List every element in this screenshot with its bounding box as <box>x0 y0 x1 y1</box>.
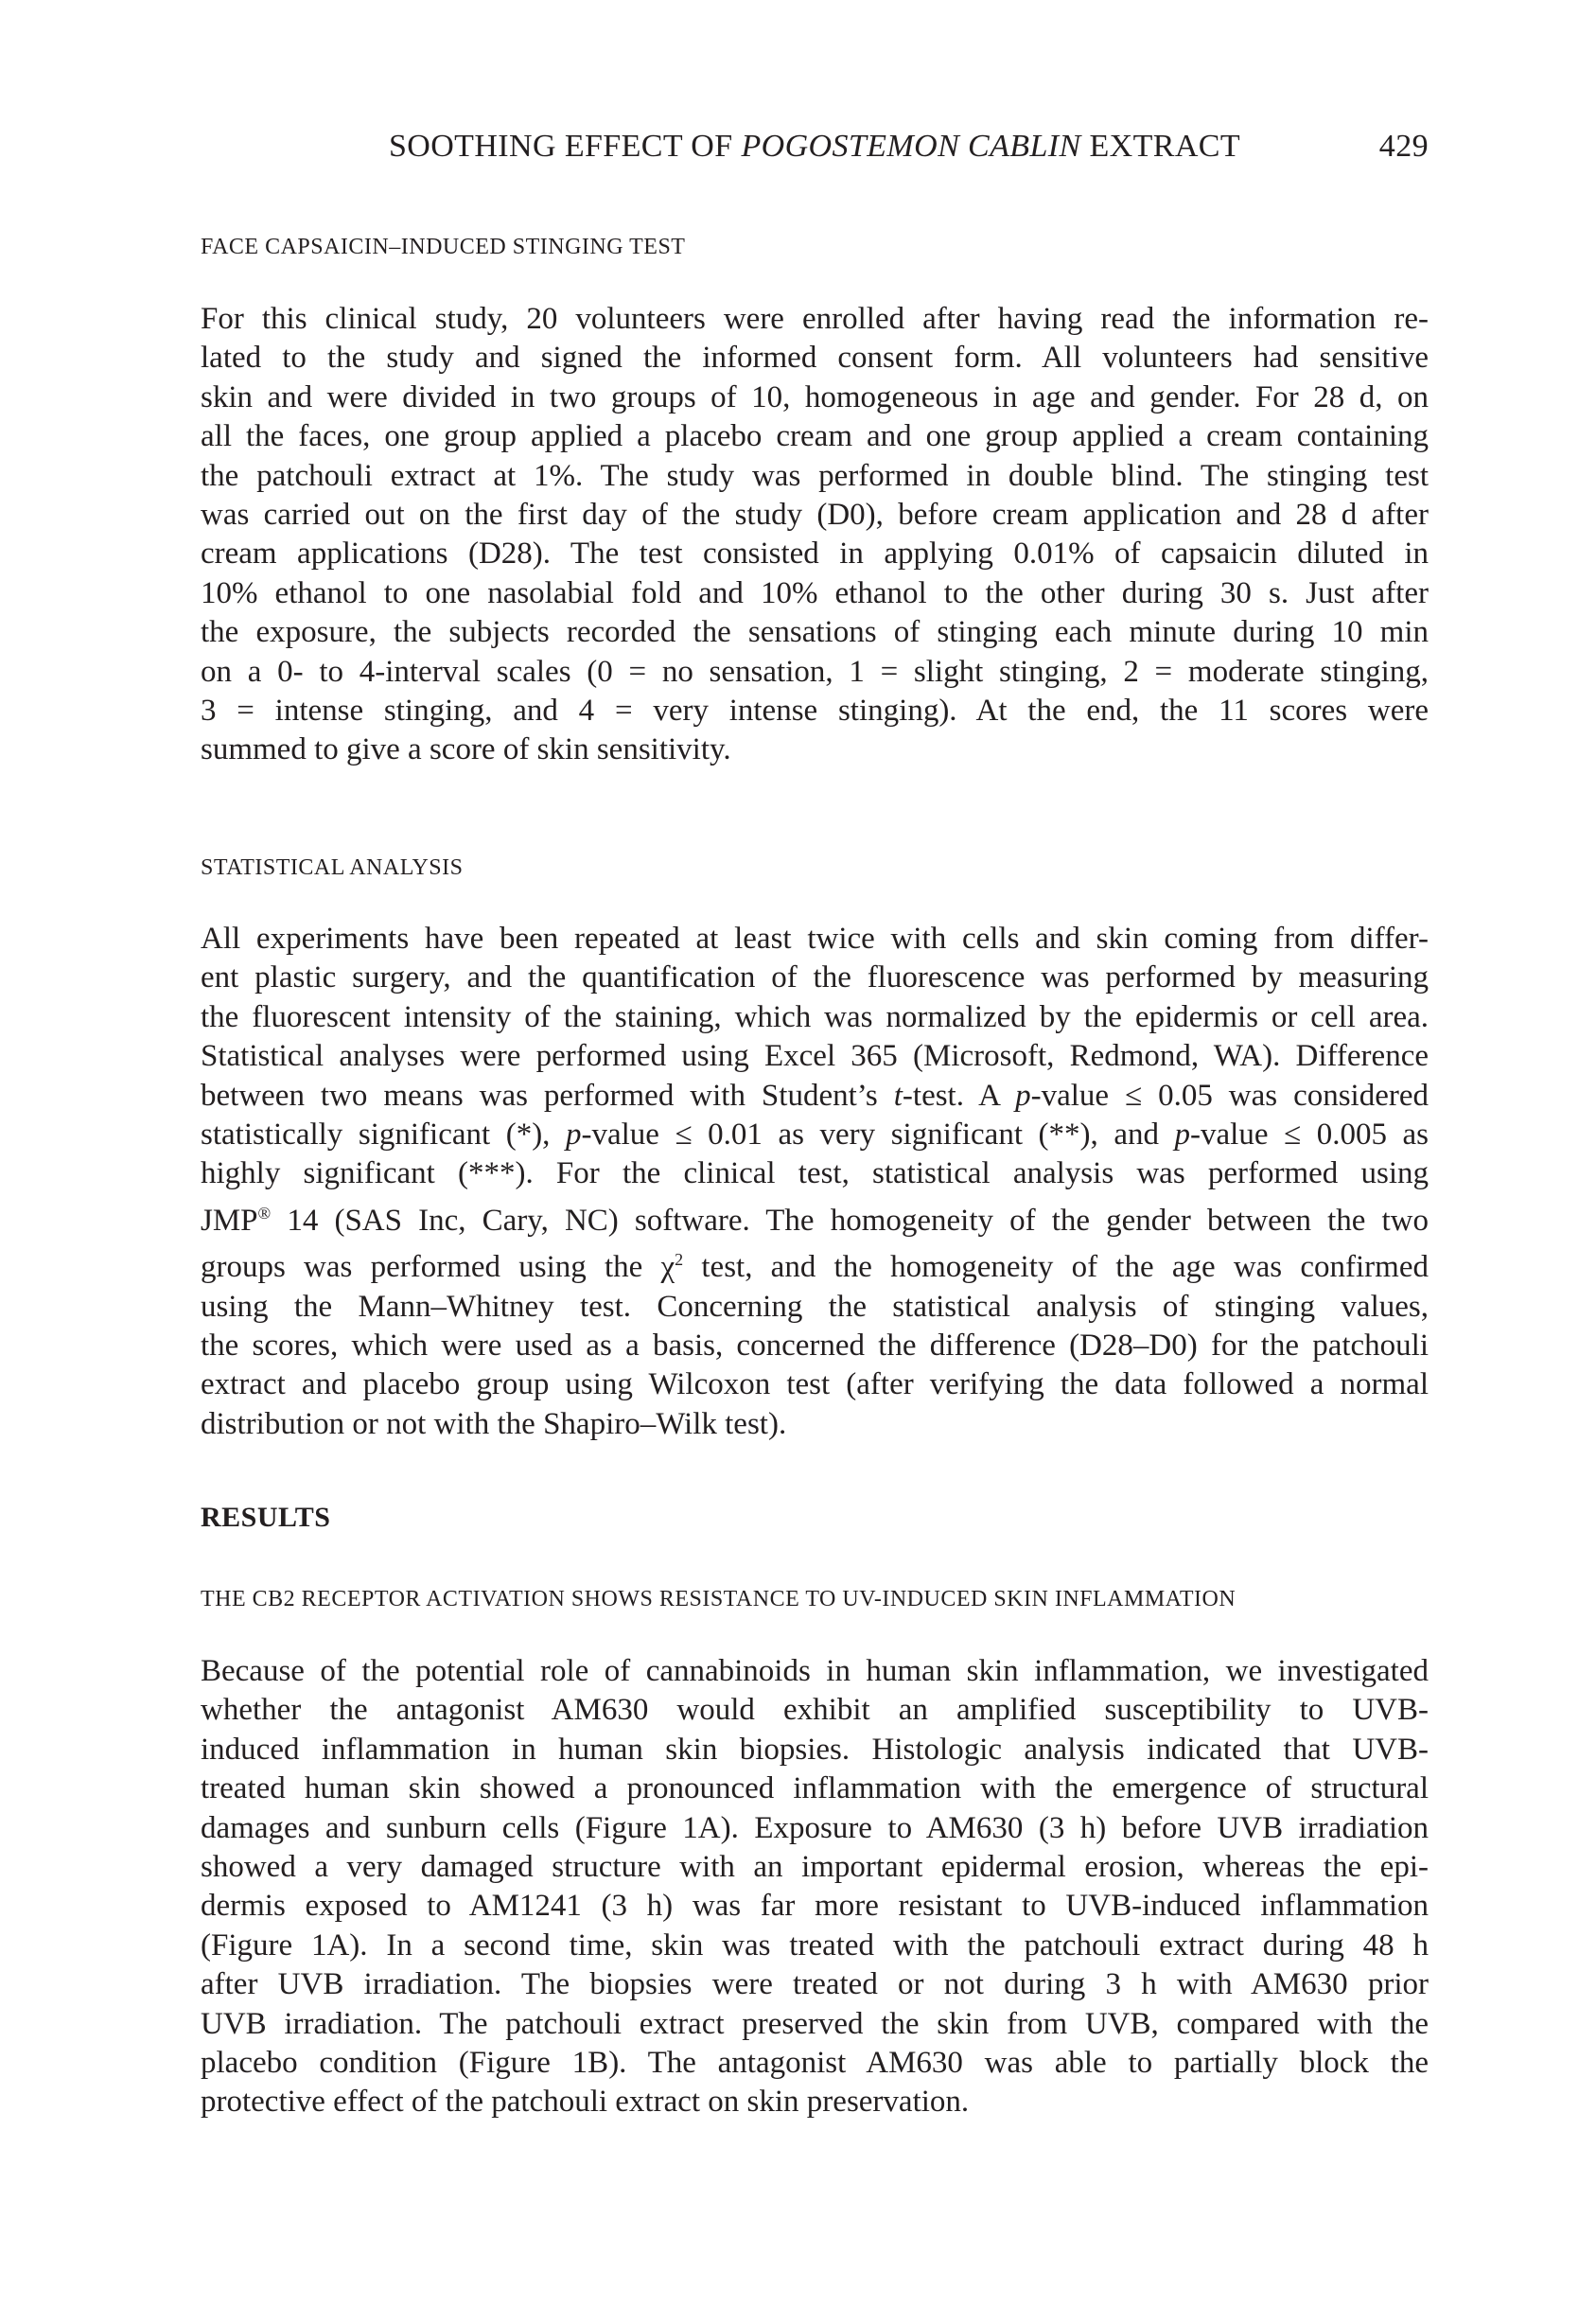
running-title-prefix: SOOTHING EFFECT OF <box>388 129 742 164</box>
paragraph-line: placebo condition (Figure 1B). The antagonist AM630 was able to partially block the <box>201 2046 1429 2081</box>
paragraph-line: cream applications (D28). The test consisted in applying 0.01% of capsaicin diluted in <box>201 537 1429 572</box>
paragraph-line: Because of the potential role of cannabinoids in human skin inflammation, we investigated <box>201 1654 1429 1688</box>
paragraph-line: was carried out on the first day of the study (D0), before cream application and 28 d after <box>201 498 1429 533</box>
paragraph-line <box>201 1116 1429 1154</box>
running-title-species: POGOSTEMON CABLIN <box>741 129 1081 164</box>
paragraph-line: lated to the study and signed the informed consent form. All volunteers had sensitive <box>201 341 1429 376</box>
paragraph-line: on a 0- to 4-interval scales (0 = no sensation, 1 = slight stinging, 2 = moderate stinging, <box>201 654 1429 689</box>
paragraph-line: dermis exposed to AM1241 (3 h) was far more resistant to UVB-induced inflammation <box>201 1889 1429 1924</box>
paragraph-line: 10% ethanol to one nasolabial fold and 10% ethanol to the other during 30 s. Just after <box>201 575 1429 610</box>
stats-heading: STATISTICAL ANALYSIS <box>201 855 464 880</box>
text-run: JMP <box>201 1203 258 1238</box>
text-run: -value ≤ 0.005 as <box>1190 1118 1429 1153</box>
paragraph-line: after UVB irradiation. The biopsies were treated or not during 3 h with AM630 prior <box>201 1967 1429 2002</box>
paragraph-line: extract and placebo group using Wilcoxon test (after verifying the data followed a normal <box>201 1367 1429 1402</box>
paragraph-line: All experiments have been repeated at least twice with cells and skin coming from differ- <box>201 922 1429 956</box>
results-heading: RESULTS <box>201 1502 331 1533</box>
italic-p: p <box>566 1118 582 1153</box>
paragraph-line: the patchouli extract at 1%. The study was performed in double blind. The stinging test <box>201 458 1429 493</box>
paragraph-line: using the Mann–Whitney test. Concerning the statistical analysis of stinging values, <box>201 1289 1429 1324</box>
paragraph-line: UVB irradiation. The patchouli extract preserved the skin from UVB, compared with the <box>201 2006 1429 2041</box>
text-run: -test. A <box>902 1078 1016 1113</box>
registered-mark: ® <box>257 1203 272 1223</box>
running-title <box>201 129 1429 165</box>
paragraph-line <box>201 1194 1429 1241</box>
stats-paragraph <box>201 920 1429 1444</box>
paragraph-line: induced inflammation in human skin biopsies. Histologic analysis indicated that UVB- <box>201 1732 1429 1767</box>
results-paragraph <box>201 1652 1429 2122</box>
paragraph-line: showed a very damaged structure with an important epidermal erosion, whereas the epi- <box>201 1850 1429 1885</box>
paragraph-line <box>201 1241 1429 1287</box>
paragraph-line: (Figure 1A). In a second time, skin was treated with the patchouli extract during 48 h <box>201 1928 1429 1963</box>
paragraph-line: highly significant (***). For the clinical test, statistical analysis was performed using <box>201 1156 1429 1191</box>
text-run: groups was performed using the <box>201 1250 661 1285</box>
running-header <box>201 129 1429 170</box>
paragraph-line: protective effect of the patchouli extract on skin preservation. <box>201 2085 970 2120</box>
text-run: 14 (SAS Inc, Cary, NC) software. The homogeneity of the gender between the two <box>271 1203 1429 1238</box>
results-subheading: THE CB2 RECEPTOR ACTIVATION SHOWS RESISTANCE TO UV-INDUCED SKIN INFLAMMATION <box>201 1587 1236 1611</box>
paragraph-line: the scores, which were used as a basis, concerned the difference (D28–D0) for the patchouli <box>201 1329 1429 1364</box>
paragraph-line: treated human skin showed a pronounced inflammation with the emergence of structural <box>201 1771 1429 1806</box>
text-run: -value ≤ 0.01 as very significant (**), and <box>581 1118 1175 1153</box>
text-run: statistically significant (*), <box>201 1118 566 1153</box>
face-test-paragraph <box>201 300 1429 770</box>
italic-p: p <box>1174 1118 1191 1153</box>
paragraph-line <box>201 1077 1429 1116</box>
face-test-heading: FACE CAPSAICIN–INDUCED STINGING TEST <box>201 235 686 259</box>
paragraph-line: whether the antagonist AM630 would exhibit an amplified susceptibility to UVB- <box>201 1693 1429 1728</box>
paragraph-line: the fluorescent intensity of the staining, which was normalized by the epidermis or cell area. <box>201 999 1429 1034</box>
paragraph-line: all the faces, one group applied a placebo cream and one group applied a cream containing <box>201 419 1429 454</box>
paragraph-line: distribution or not with the Shapiro–Wilk test). <box>201 1406 787 1441</box>
paragraph-line: skin and were divided in two groups of 10, homogeneous in age and gender. For 28 d, on <box>201 379 1429 414</box>
paragraph-line: ent plastic surgery, and the quantification of the fluorescence was performed by measuring <box>201 960 1429 995</box>
text-run: between two means was performed with Student’s <box>201 1078 894 1113</box>
paragraph-line: 3 = intense stinging, and 4 = very intense stinging). At the end, the 11 scores were <box>201 694 1429 729</box>
page-number: 429 <box>1378 129 1429 164</box>
paragraph-line: summed to give a score of skin sensitivity. <box>201 732 731 767</box>
running-title-suffix: EXTRACT <box>1080 129 1241 164</box>
paragraph-line: Statistical analyses were performed using Excel 365 (Microsoft, Redmond, WA). Difference <box>201 1039 1429 1074</box>
text-run: test, and the homogeneity of the age was confirmed <box>683 1250 1429 1285</box>
paragraph-line: the exposure, the subjects recorded the sensations of stinging each minute during 10 min <box>201 615 1429 650</box>
paragraph-line: damages and sunburn cells (Figure 1A). Exposure to AM630 (3 h) before UVB irradiation <box>201 1810 1429 1845</box>
paragraph-line: For this clinical study, 20 volunteers were enrolled after having read the information re- <box>201 302 1429 336</box>
italic-p: p <box>1015 1078 1031 1113</box>
superscript-2: 2 <box>675 1250 684 1270</box>
chi-symbol: χ <box>660 1250 675 1285</box>
text-run: -value ≤ 0.05 was considered <box>1030 1078 1429 1113</box>
italic-t: t <box>893 1078 903 1113</box>
